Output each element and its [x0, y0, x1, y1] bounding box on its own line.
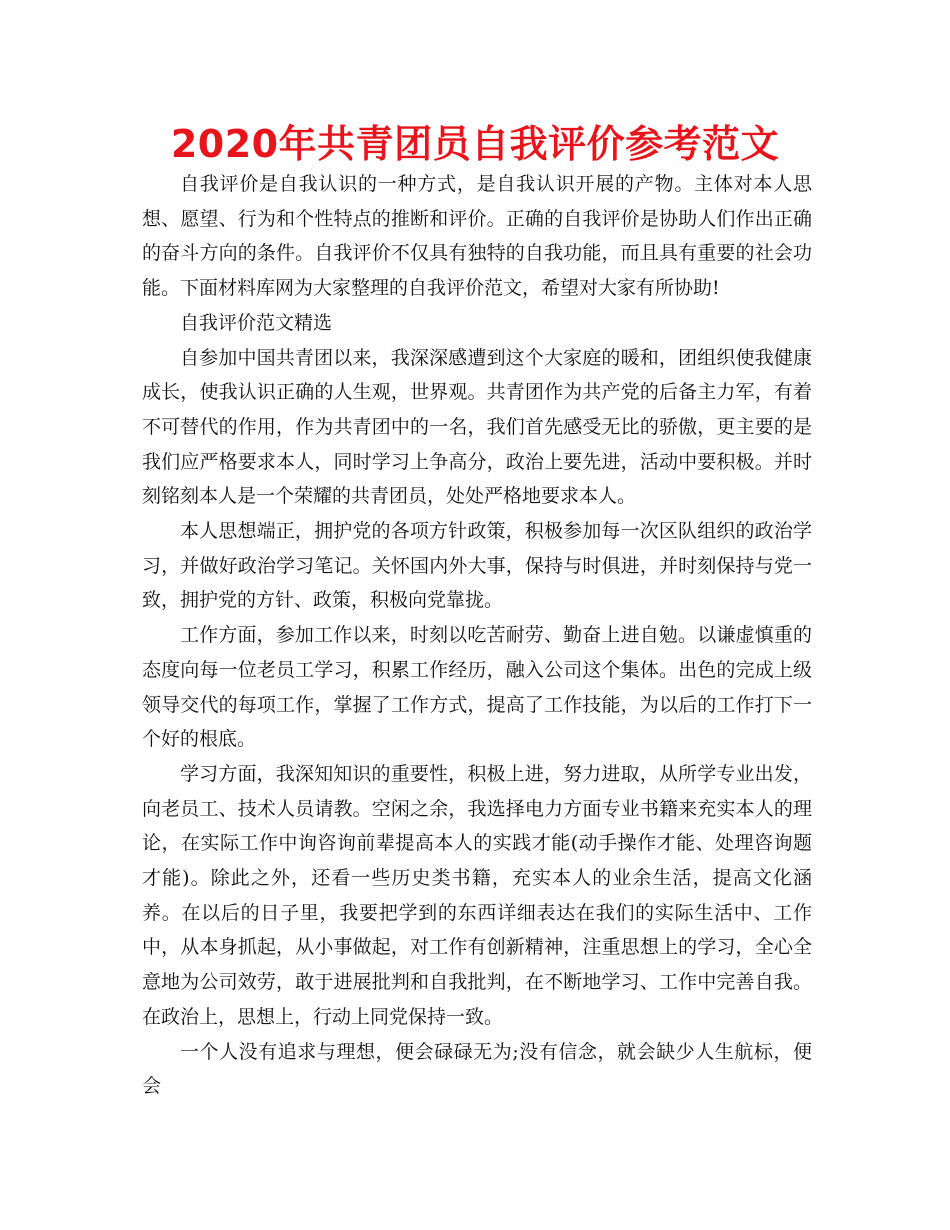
paragraph-intro: 自我评价是自我认识的一种方式，是自我认识开展的产物。主体对本人思想、愿望、行为和个性特点的推断和评价。正确的自我评价是协助人们作出正确的奋斗方向的条件。自我评价不仅具有独特的自我功能，而且具有重要的社会功能。下面材料库网为大家整理的自我评价范文，希望对大家有所协助!	[142, 173, 812, 300]
paragraph-ideology: 本人思想端正，拥护党的各项方针政策，积极参加每一次区队组织的政治学习，并做好政治学习笔记。关怀国内外大事，保持与时俱进，并时刻保持与党一致，拥护党的方针、政策，积极向党靠拢。	[142, 520, 812, 612]
document-body	[142, 167, 812, 1104]
paragraph-study: 学习方面，我深知知识的重要性，积极上进，努力进取，从所学专业出发，向老员工、技术人员请教。空闲之余，我选择电力方面专业书籍来充实本人的理论，在实际工作中询咨询前辈提高本人的实践才能(动手操作才能、处理咨询题才能)。除此之外，还看一些历史类书籍，充实本人的业余生活，提高文化涵养。在以后的日子里，我要把学到的东西详细表达在我们的实际生活中、工作中，从本身抓起，从小事做起，对工作有创新精神，注重思想上的学习，全心全意地为公司效劳，敢于进展批判和自我批判，在不断地学习、工作中完善自我。在政治上，思想上，行动上同党保持一致。	[142, 762, 812, 1028]
paragraph-section-heading: 自我评价范文精选	[180, 311, 333, 334]
paragraph-closing: 一个人没有追求与理想，便会碌碌无为;没有信念，就会缺少人生航标，便会	[142, 1040, 812, 1098]
paragraph-joining: 自参加中国共青团以来，我深深感遭到这个大家庭的暖和，团组织使我健康成长，使我认识正确的人生观，世界观。共青团作为共产党的后备主力军，有着不可替代的作用，作为共青团中的一名，我们首先感受无比的骄傲，更主要的是我们应严格要求本人，同时学习上争高分，政治上要先进，活动中要积极。并时刻铭刻本人是一个荣耀的共青团员，处处严格地要求本人。	[142, 346, 812, 508]
paragraph-work: 工作方面，参加工作以来，时刻以吃苦耐劳、勤奋上进自勉。以谦虚慎重的态度向每一位老员工学习，积累工作经历，融入公司这个集体。出色的完成上级领导交代的每项工作，掌握了工作方式，提高了工作技能，为以后的工作打下一个好的根底。	[142, 624, 812, 751]
document-title: 2020年共青团员自我评价参考范文	[170, 122, 780, 166]
